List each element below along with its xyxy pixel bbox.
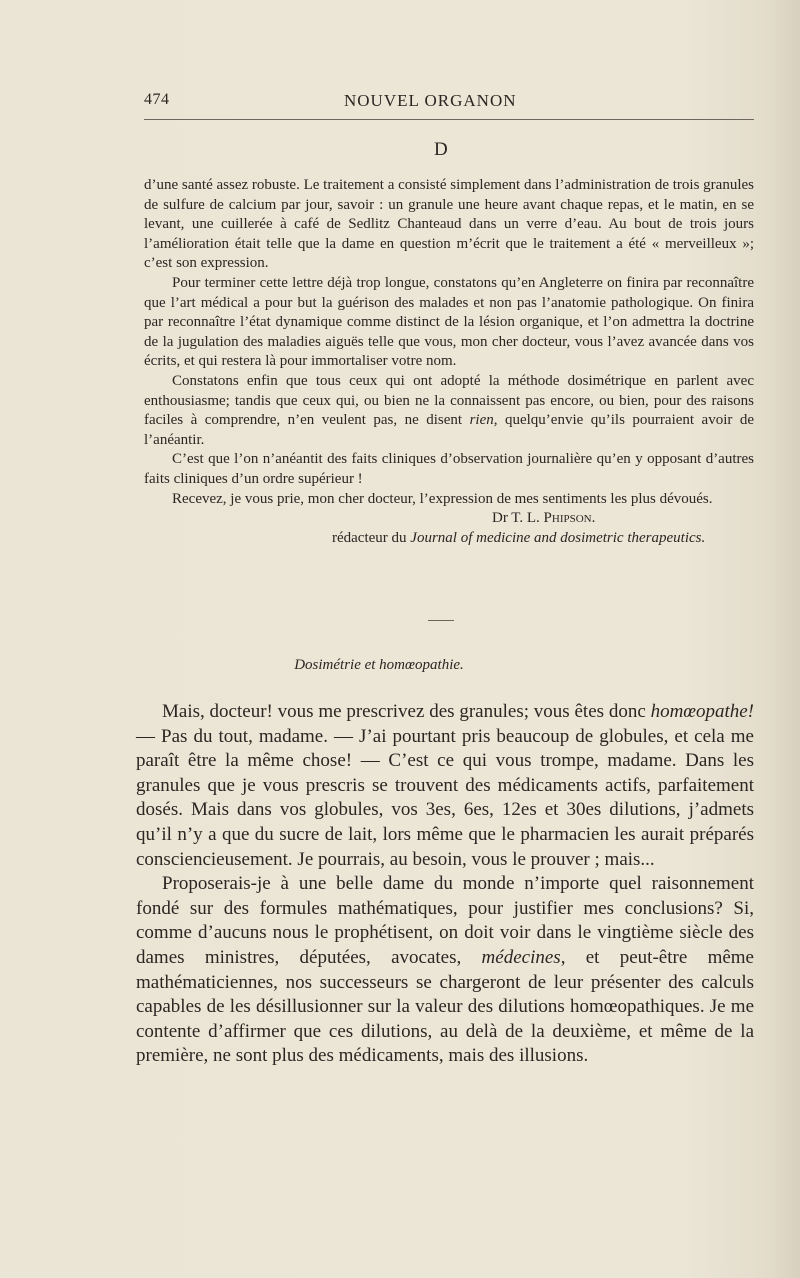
section-divider <box>428 620 454 621</box>
running-title: NOUVEL ORGANON <box>344 91 517 110</box>
paragraph: Mais, docteur! vous me prescrivez des granules; vous êtes donc homœopathe! — Pas du tout, madame. — J’ai pourtant pris beaucoup de globules, et cela me paraît être la même chose! — C’est ce qui vous trompe, madame. Dans les granules que je vous prescris se trouvent des médicaments actifs, parfaitement dosés. Mais dans vos globules, vos 3es, 6es, 12es et 30es dilutions, j’admets qu’il n’y a que du sucre de lait, lors même que le pharmacien les aurait préparés consciencieusement. Je pourrais, au besoin, vous le prouver ; mais... <box>136 701 754 870</box>
paragraph: Constatons enfin que tous ceux qui ont adopté la méthode dosimétrique en parlent avec enthousiasme; tandis que ceux qui, ou bien ne la connaissent pas encore, ou bien, pour des raisons faciles à comprendre, n’en veulent pas, ne disent rien, quelqu’envie qu’ils pourraient avoir de l’anéantir. <box>144 372 754 448</box>
page-number: 474 <box>144 91 170 108</box>
paragraph: Recevez, je vous prie, mon cher docteur, l’expression de mes sentiments les plus dévoués. <box>172 490 713 507</box>
running-header <box>144 91 754 117</box>
emphasis: médecines <box>481 946 561 968</box>
paragraph: Proposerais-je à une belle dame du monde n’importe quel raisonnement fondé sur des formules mathématiques, pour justifier mes conclusions? Si, comme d’aucuns nous le prophétisent, on doit voir dans le vingtième siècle des dames ministres, députées, avocates, médecines, et peut-être même mathématiciennes, nos successeurs se chargeront de leur présenter des calculs capables de les désillusionner sur la valeur des dilutions homœopathiques. Je me contente d’affirmer que ces dilutions, au delà de la deuxième, et même de la première, ne sont plus des médicaments, mais des illusions. <box>136 873 754 1067</box>
journal-title: Journal of medicine and dosimetric therapeutics. <box>410 529 706 546</box>
paragraph: C’est que l’on n’anéantit des faits cliniques d’observation journalière qu’en y opposant d’autres faits cliniques d’un ordre supérieur ! <box>144 451 754 487</box>
section-subheading: Dosimétrie et homœopathie. <box>294 657 464 673</box>
header-rule <box>144 119 754 120</box>
paragraph: d’une santé assez robuste. Le traitement a consisté simplement dans l’administration de trois granules de sulfure de calcium par jour, savoir : un granule une heure avant chaque repas, et le matin, en se levant, une cuillerée à café de Sedlitz Chanteaud dans un verre d’eau. Au bout de trois jours l’amélioration était telle que la dame en question m’écrit que le traitement a été « merveilleux »; c’est son expression. <box>144 177 754 272</box>
signature-role: rédacteur du Journal of medicine and dosimetric therapeutics. <box>332 529 706 546</box>
article-body <box>136 700 754 1069</box>
emphasis: rien <box>469 412 494 429</box>
section-letter: D <box>434 139 448 160</box>
letter-text <box>144 176 754 548</box>
paragraph: Pour terminer cette lettre déjà trop longue, constatons qu’en Angleterre on finira par reconnaître que l’art médical a pour but la guérison des malades et non pas l’anatomie pathologique. On finira par reconnaître l’état dynamique comme distinct de la lésion organique, et l’on admettra la doctrine de la jugulation des maladies aiguës telle que vous, mon cher docteur, vous l’avez avancée dans vos écrits, et qui restera là pour immortaliser votre nom. <box>144 274 754 370</box>
signature-name: Dr T. L. Phipson. <box>492 510 596 527</box>
emphasis: homœopathe! <box>650 701 754 722</box>
